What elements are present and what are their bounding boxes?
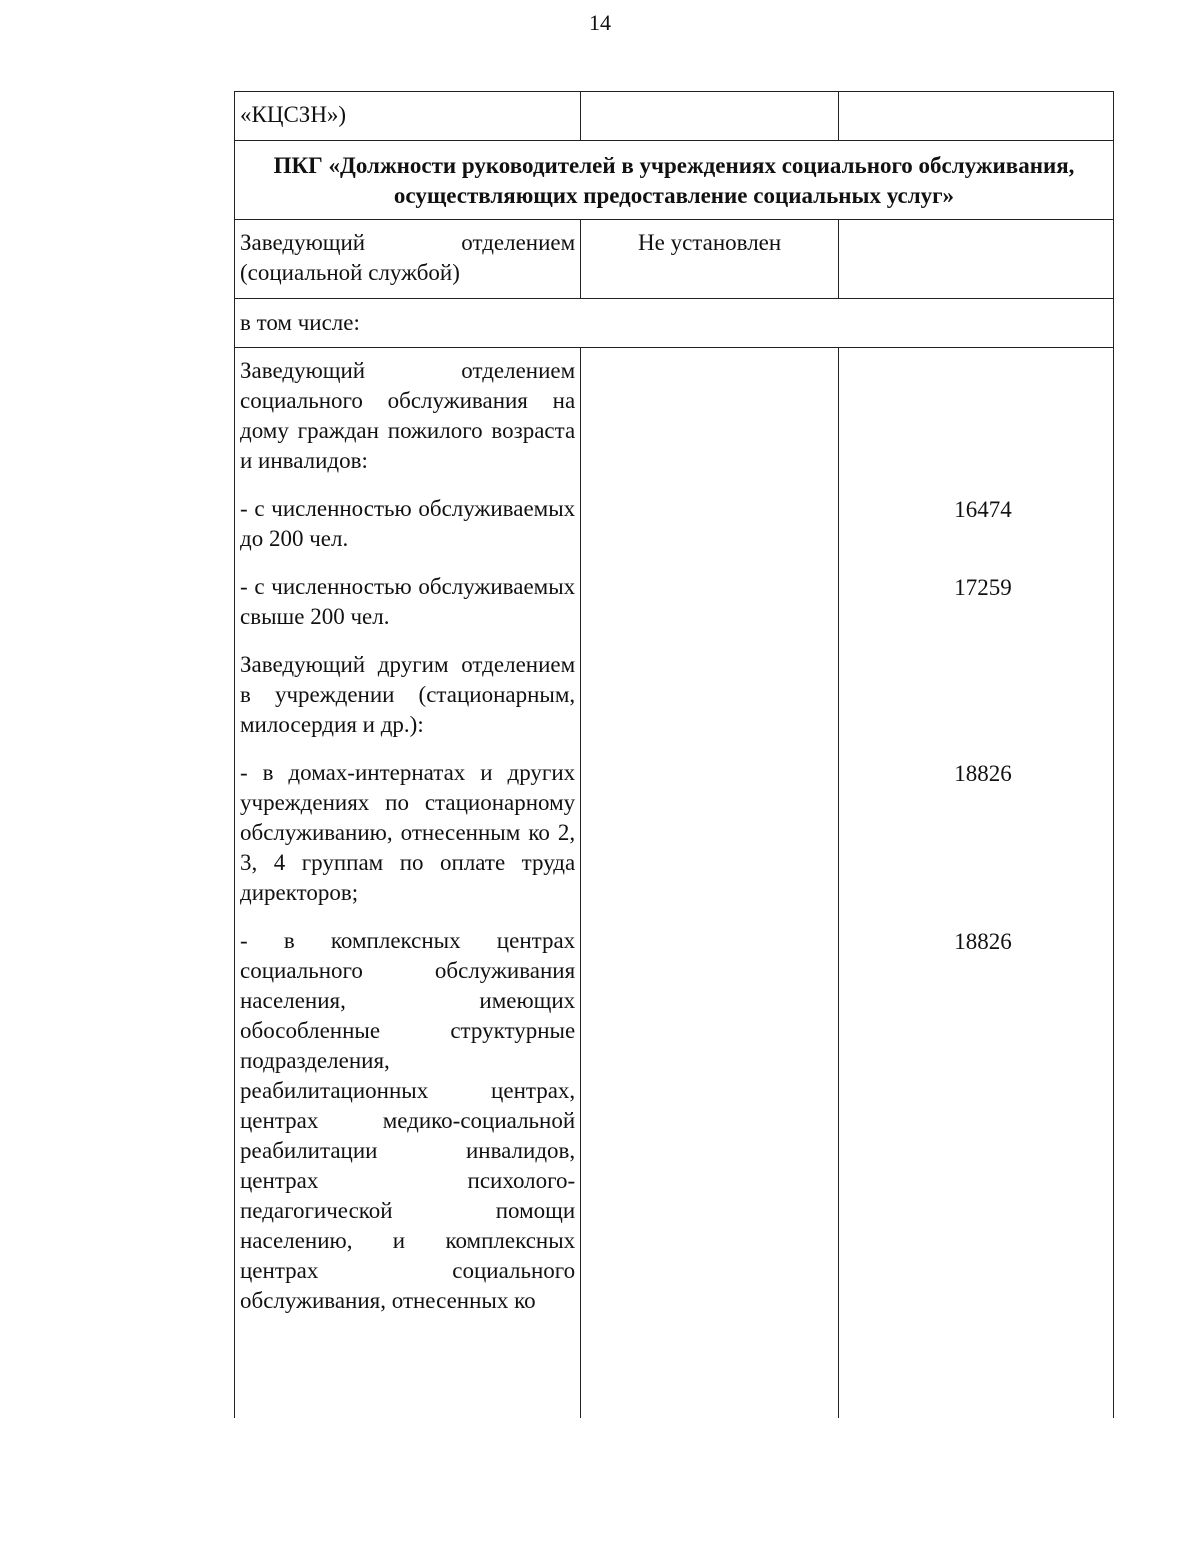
salary-table (234, 91, 1114, 1418)
manager-position: Заведующий отделением (социальной службой) (240, 230, 576, 285)
including-label: в том числе: (240, 310, 360, 335)
salary-value: 17259 (954, 574, 1012, 600)
position-text: - в домах-интернатах и других учреждениях по стационарному обслуживанию, отнесенным ко 2, 3, 4 группам по оплате труда директоров; (240, 760, 576, 905)
salary-value (839, 357, 1113, 387)
table-row-group-header (235, 141, 1114, 220)
salary-value (839, 651, 1113, 681)
table-row-positions (235, 348, 1114, 1419)
table-row-continuation (235, 92, 1114, 141)
page-number: 14 (589, 10, 611, 35)
position-text: Заведующий другим отделением в учреждении (стационарным, милосердия и др.): (240, 652, 576, 737)
table-row-manager (235, 220, 1114, 299)
salary-value: 18826 (954, 928, 1012, 954)
position-text: - с численностью обслуживаемых до 200 чел. (240, 496, 576, 551)
position-text: - в комплексных центрах социального обслуживания населения, имеющих обособленные структурные подразделения, реабилитационных центрах, центрах медико-социальной реабилитации инвалидов, центрах психолого-педагогической помощи населению, и комплексных центрах социального обслуживания, отнесенных ко (240, 928, 576, 1313)
position-text: - с численностью обслуживаемых свыше 200 чел. (240, 574, 576, 629)
salary-value: 16474 (954, 496, 1012, 522)
group-header: ПКГ «Должности руководителей в учреждениях социального обслуживания, осуществляющих предоставление социальных услуг» (273, 153, 1075, 208)
table-row-including (235, 299, 1114, 348)
position-text: Заведующий отделением социального обслуживания на дому граждан пожилого возраста и инвалидов: (240, 358, 576, 473)
qualification-level: Не установлен (638, 230, 782, 255)
salary-value: 18826 (954, 760, 1012, 786)
continuation-text: «КЦСЗН») (240, 102, 347, 127)
